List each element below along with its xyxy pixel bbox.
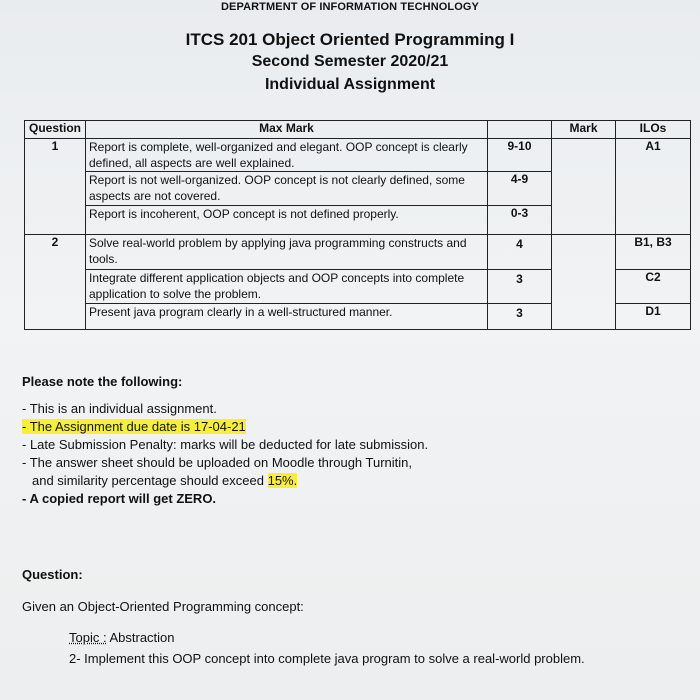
question-heading: Question: [22,567,83,582]
task-line: 2- Implement this OOP concept into complete java program to solve a real-world problem. [69,651,585,666]
criterion-text: Solve real-world problem by applying java programming constructs and tools. [86,235,488,270]
note-item: - A copied report will get ZERO. [22,491,217,506]
topic-line [69,630,175,645]
note-item: - The answer sheet should be uploaded on Moodle through Turnitin, [22,455,413,470]
criterion-text: Report is incoherent, OOP concept is not defined properly. [86,206,488,235]
criterion-text: Report is complete, well-organized and elegant. OOP concept is clearly defined, all aspects are well explained. [86,139,488,172]
max-mark-value: 0-3 [488,206,552,235]
note-item [22,418,428,436]
header-mark: Mark [552,121,616,139]
ilo-value: D1 [616,304,691,330]
department-heading: DEPARTMENT OF INFORMATION TECHNOLOGY [220,1,479,13]
ilo-value: C2 [616,270,691,304]
highlighted-due-date: - The Assignment due date is 17-04-21 [22,419,246,434]
highlighted-percentage: 15%. [267,473,298,488]
note-item [22,472,428,490]
note-item: - Late Submission Penalty: marks will be deducted for late submission. [22,437,429,452]
question-number: 1 [25,139,86,235]
criterion-text: Integrate different application objects and OOP concepts into complete application to solve the problem. [86,270,488,304]
max-mark-value: 3 [488,304,552,330]
question-intro: Given an Object-Oriented Programming concept: [22,599,304,614]
max-mark-value: 9-10 [488,139,552,172]
note-text: and similarity percentage should exceed [32,473,268,488]
max-mark-value: 3 [488,270,552,304]
note-item: - This is an individual assignment. [22,401,217,416]
ilo-value: A1 [616,139,691,235]
notes-heading: Please note the following: [22,374,183,389]
table-row [25,235,691,270]
criterion-text: Report is not well-organized. OOP concept is not clearly defined, some aspects are not covered. [86,172,488,206]
ilo-value: B1, B3 [616,235,691,270]
header-max-mark: Max Mark [86,121,488,139]
header-ilos: ILOs [616,121,691,139]
table-header-row [25,121,691,139]
notes-list [22,400,428,508]
criterion-text: Present java program clearly in a well-structured manner. [86,304,488,330]
header-max-blank [488,121,552,139]
header-question: Question [25,121,86,139]
topic-label: Topic : [69,630,107,645]
table-row [25,139,691,172]
topic-value: Abstraction [106,630,175,645]
semester-title: Second Semester 2020/21 [251,53,449,70]
mark-cell [552,235,616,330]
mark-cell [552,139,616,235]
max-mark-value: 4-9 [488,172,552,206]
assignment-title: Individual Assignment [264,76,436,93]
course-title: ITCS 201 Object Oriented Programming I [185,30,515,49]
rubric-table [24,120,691,330]
question-number: 2 [25,235,86,330]
max-mark-value: 4 [488,235,552,270]
